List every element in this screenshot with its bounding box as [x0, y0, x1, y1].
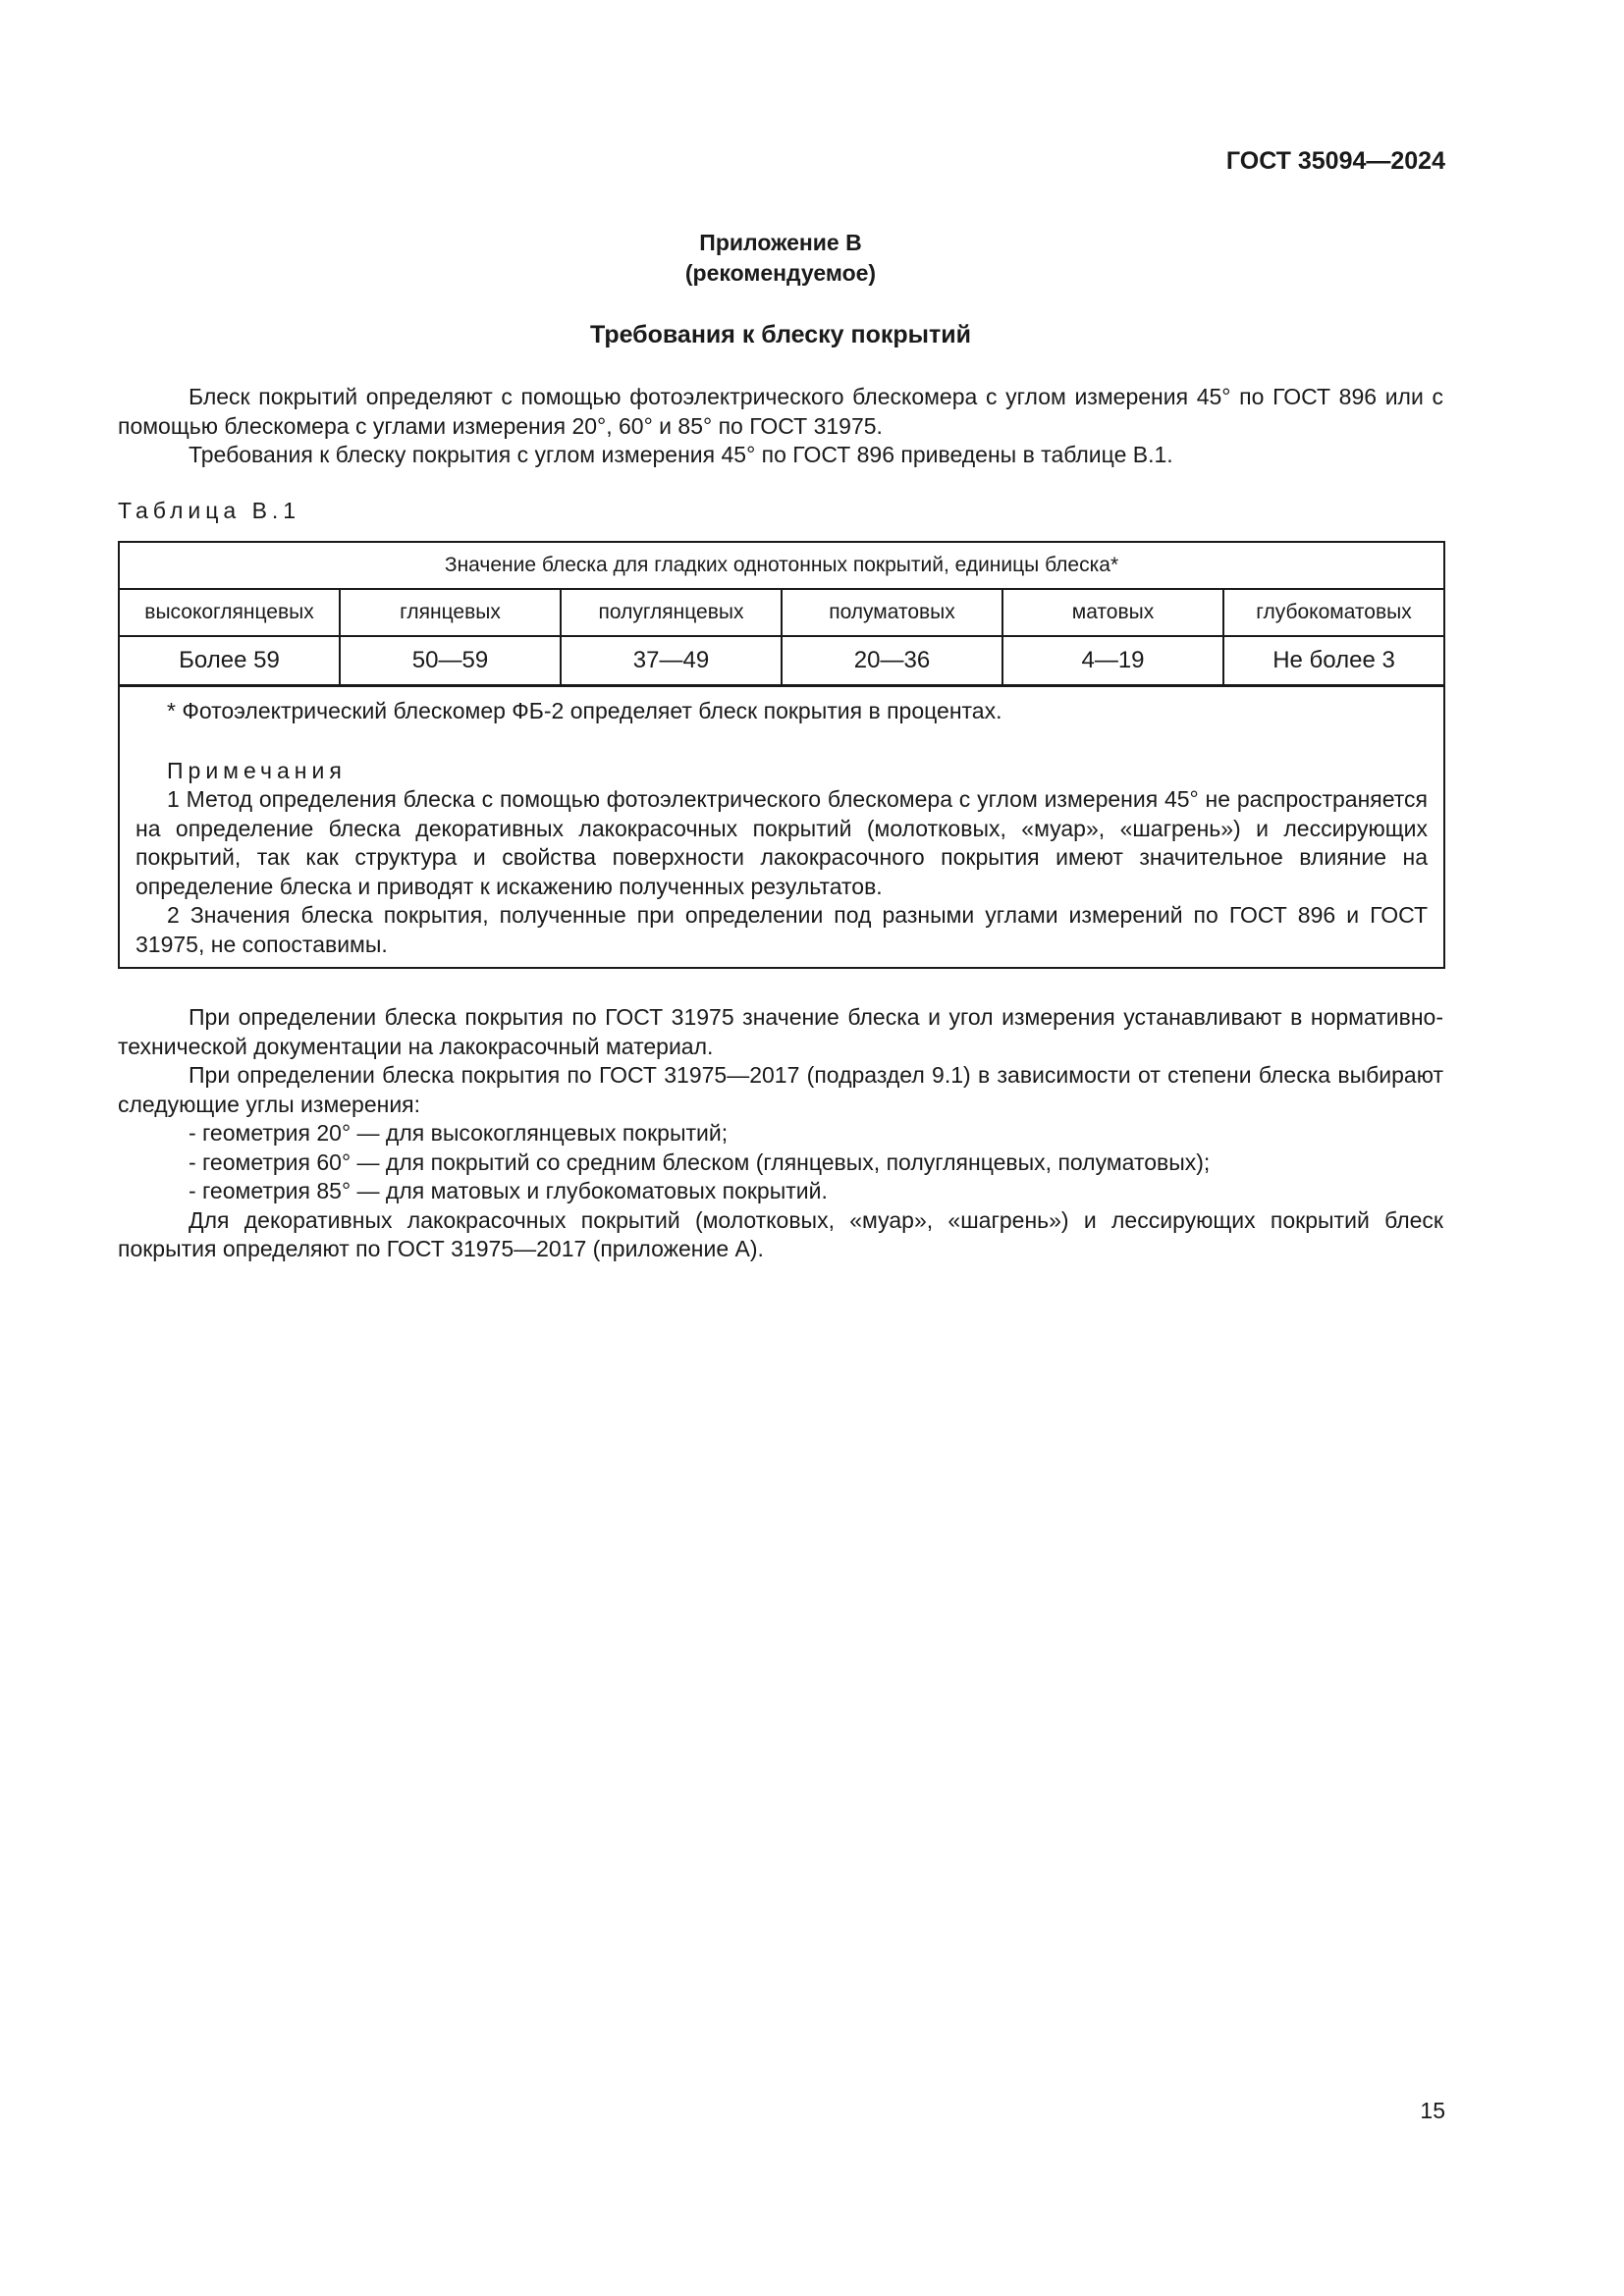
document-code: ГОСТ 35094—2024	[1225, 147, 1445, 175]
page-number: 15	[1420, 2098, 1445, 2123]
body-paragraph: При определении блеска покрытия по ГОСТ 31975—2017 (подраздел 9.1) в зависимости от степени блеска выбирают следующие углы измерения:	[118, 1062, 1443, 1117]
table-footnote: * Фотоэлектрический блескомер ФБ-2 определяет блеск покрытия в процентах.	[167, 698, 1002, 723]
table-value-row	[119, 636, 1444, 686]
intro-paragraph: Блеск покрытий определяют с помощью фотоэлектрического блескомера с углом измерения 45° по ГОСТ 896 или с помощью блескомера с углами измерения 20°, 60° и 85° по ГОСТ 31975.	[118, 384, 1443, 439]
body-paragraph: Для декоративных лакокрасочных покрытий (молотковых, «муар», «шагрень») и лессирующих покрытий блеск покрытия определяют по ГОСТ 31975—2017 (приложение А).	[118, 1206, 1443, 1261]
table-caption: Таблица В.1	[118, 498, 301, 523]
table-category-cell: полуматовых	[782, 589, 1002, 636]
note-item: 1 Метод определения блеска с помощью фотоэлектрического блескомера с углом измерения 45° не распространяется на определение блеска декоративных лакокрасочных покрытий (молотковых, «муар», «шагрень») и лессирующих покрытий, так как структура и свойства поверхности лакокрасочного покрытия имеют значительное влияние на определение блеска и приводят к искажению полученных результатов.	[135, 786, 1429, 899]
table-value-cell: 4—19	[1002, 636, 1223, 686]
appendix-status: (рекомендуемое)	[684, 260, 877, 286]
table-category-cell: полуглянцевых	[561, 589, 782, 636]
list-item: - геометрия 60° — для покрытий со средним блеском (глянцевых, полуглянцевых, полуматовых);	[189, 1148, 1211, 1175]
table-value-cell: Более 59	[119, 636, 340, 686]
list-item: - геометрия 85° — для матовых и глубокоматовых покрытий.	[189, 1178, 828, 1203]
gloss-table	[118, 541, 1445, 969]
table-header-row	[119, 542, 1444, 589]
table-notes-row	[119, 686, 1444, 969]
table-category-row	[119, 589, 1444, 636]
table-value-cell: 50—59	[340, 636, 561, 686]
table-category-cell: глянцевых	[340, 589, 561, 636]
intro-paragraph: Требования к блеску покрытия с углом измерения 45° по ГОСТ 896 приведены в таблице В.1.	[189, 442, 1173, 467]
intro-text	[118, 383, 1443, 470]
table-notes-cell	[119, 686, 1444, 969]
table-category-cell: глубокоматовых	[1223, 589, 1444, 636]
table-value-cell: 20—36	[782, 636, 1002, 686]
section-title: Требования к блеску покрытий	[590, 321, 971, 348]
note-item: 2 Значения блеска покрытия, полученные при определении под разными углами измерений по ГОСТ 896 и ГОСТ 31975, не сопоставимы.	[135, 902, 1429, 957]
table-value-cell: 37—49	[561, 636, 782, 686]
table-category-cell: высокоглянцевых	[119, 589, 340, 636]
list-item: - геометрия 20° — для высокоглянцевых покрытий;	[189, 1120, 729, 1146]
appendix-title: Приложение В	[699, 230, 862, 255]
appendix-heading	[0, 228, 1561, 289]
body-text	[118, 1003, 1443, 1264]
table-value-cell: Не более 3	[1223, 636, 1444, 686]
table-header-cell: Значение блеска для гладких однотонных покрытий, единицы блеска*	[119, 542, 1444, 589]
body-paragraph: При определении блеска покрытия по ГОСТ 31975 значение блеска и угол измерения устанавливают в нормативно-технической документации на лакокрасочный материал.	[118, 1004, 1443, 1059]
notes-heading: Примечания	[167, 757, 347, 783]
table-category-cell: матовых	[1002, 589, 1223, 636]
